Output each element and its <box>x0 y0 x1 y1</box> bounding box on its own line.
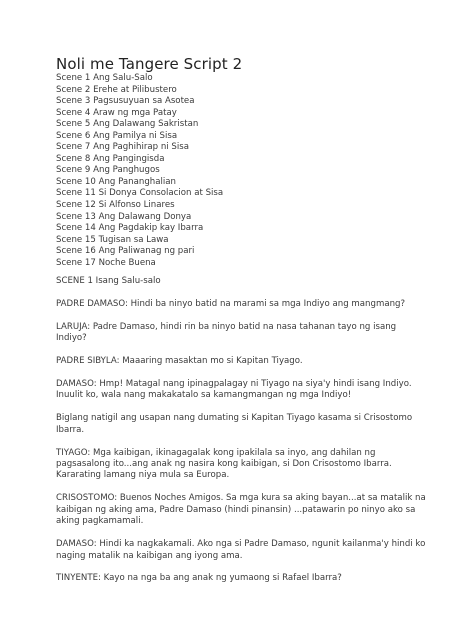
scene-list-item: Scene 10 Ang Pananghalian <box>56 176 176 187</box>
scene-list <box>56 73 223 269</box>
scene-list-item: Scene 7 Ang Paghihirap ni Sisa <box>56 142 189 153</box>
script-paragraph: CRISOSTOMO: Buenos Noches Amigos. Sa mga kura sa aking bayan...at sa matalik na kaibigan ng aking ama, Padre Damaso (hindi pinansin) ...patawarin po ninyo ako sa aking pagkamamali. <box>56 493 426 527</box>
scene-list-item: Scene 9 Ang Panghugos <box>56 165 160 176</box>
scene-list-item: Scene 8 Ang Pangingisda <box>56 153 165 164</box>
scene-list-item: Scene 16 Ang Paliwanag ng pari <box>56 246 195 257</box>
script-paragraph: TIYAGO: Mga kaibigan, ikinagagalak kong ipakilala sa inyo, ang dahilan ng pagsasalong ito...ang anak ng nasira kong kaibigan, si Don Crisostomo Ibarra. Kararating lamang niya mula sa Europa. <box>56 447 392 481</box>
script-paragraph: DAMASO: Hindi ka nagkakamali. Ako nga si Padre Damaso, ngunit kailanma'y hindi ko naging matalik na kaibigan ang iyong ama. <box>56 539 426 561</box>
scene-list-item: Scene 1 Ang Salu-Salo <box>56 73 153 83</box>
scene-heading: SCENE 1 Isang Salu-salo <box>56 276 161 286</box>
script-paragraph: Biglang natigil ang usapan nang dumating si Kapitan Tiyago kasama si Crisostomo Ibarra. <box>56 413 413 435</box>
scene-list-item: Scene 2 Erehe at Pilibustero <box>56 84 177 95</box>
script-paragraph: DAMASO: Hmp! Matagal nang ipinagpalagay ni Tiyago na siya'y hindi isang Indiyo. Inuulit ko, wala nang makakatalo sa kamangmangan ng mga Indiyo! <box>56 379 412 401</box>
script-paragraph: LARUJA: Padre Damaso, hindi rin ba ninyo batid na nasa tahanan tayo ng isang Indiyo? <box>56 321 397 344</box>
scene-list-item: Scene 5 Ang Dalawang Sakristan <box>56 119 199 130</box>
scene-list-item: Scene 12 Si Alfonso Linares <box>56 200 175 211</box>
scene-list-item: Scene 13 Ang Dalawang Donya <box>56 211 192 222</box>
script-body <box>56 276 428 596</box>
scene-list-item: Scene 17 Noche Buena <box>56 257 156 268</box>
scene-list-item: Scene 4 Araw ng mga Patay <box>56 107 177 118</box>
document-title: Noli me Tangere Script 2 <box>56 55 243 73</box>
script-paragraph: TINYENTE: Kayo na nga ba ang anak ng yumaong si Rafael Ibarra? <box>56 573 342 584</box>
scene-list-item: Scene 15 Tugisan sa Lawa <box>56 234 169 245</box>
scene-list-item: Scene 6 Ang Pamilya ni Sisa <box>56 130 178 141</box>
script-paragraph: PADRE SIBYLA: Maaaring masaktan mo si Kapitan Tiyago. <box>56 356 303 367</box>
script-paragraph: PADRE DAMASO: Hindi ba ninyo batid na marami sa mga Indiyo ang mangmang? <box>56 298 406 309</box>
scene-list-item: Scene 3 Pagsusuyuan sa Asotea <box>56 96 195 107</box>
scene-list-item: Scene 11 Si Donya Consolacion at Sisa <box>56 188 224 199</box>
scene-list-item: Scene 14 Ang Pagdakip kay Ibarra <box>56 223 204 234</box>
